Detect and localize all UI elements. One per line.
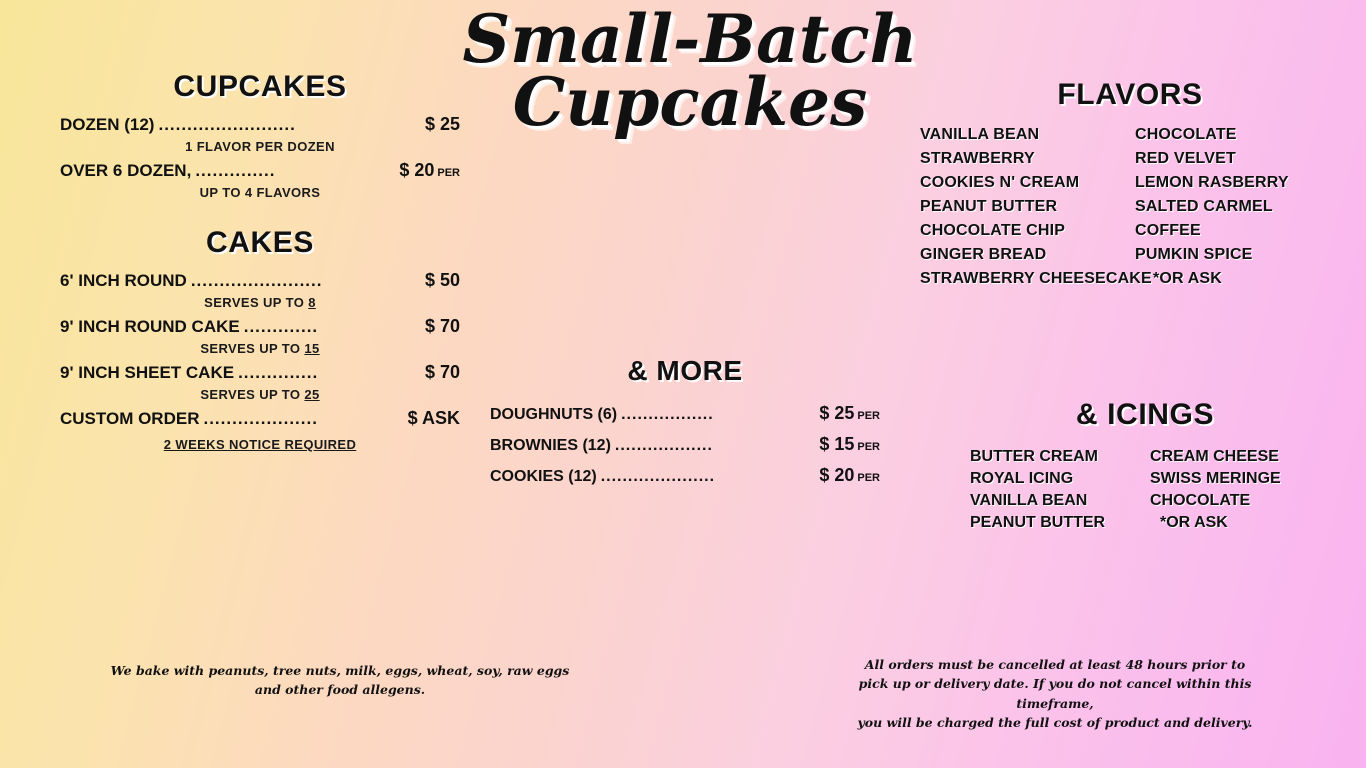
- item-name: CUSTOM ORDER: [60, 409, 200, 428]
- flavor-item: CHOCOLATE: [1135, 126, 1237, 143]
- item-price: $ 25: [819, 403, 855, 423]
- serves-count: 8: [308, 295, 316, 310]
- item-price: $ 15: [819, 434, 855, 454]
- flavor-item: CHOCOLATE CHIP: [920, 222, 1066, 239]
- allergen-line-2: and other food allegens.: [254, 681, 426, 697]
- cakes-note-3: [60, 437, 460, 452]
- leader-dots: ..................: [614, 437, 713, 454]
- more-row-cookies: [490, 465, 880, 486]
- item-name: OVER 6 DOZEN,: [60, 161, 192, 180]
- item-price: $ 20: [819, 465, 855, 485]
- serves-label: SERVES UP TO: [200, 387, 305, 402]
- icing-item: CHOCOLATE: [1150, 492, 1251, 509]
- icing-item: CREAM CHEESE: [1150, 448, 1279, 465]
- cakes-row-9-inch-round: [60, 316, 460, 337]
- more-heading: & MORE: [627, 355, 743, 386]
- flavor-item: COOKIES N' CREAM: [920, 174, 1080, 191]
- item-name: 6' INCH ROUND: [60, 271, 187, 290]
- icing-item: BUTTER CREAM: [970, 448, 1098, 465]
- item-name: 9' INCH ROUND CAKE: [60, 317, 240, 336]
- leader-dots: ..............: [195, 161, 276, 180]
- flavor-item: PEANUT BUTTER: [920, 198, 1058, 215]
- flavor-item-or-ask: *OR ASK: [1153, 270, 1222, 287]
- cancellation-policy: [830, 655, 1280, 733]
- item-price: $ 50: [424, 270, 460, 290]
- serves-count: 15: [304, 341, 320, 356]
- icings-heading: & ICINGS: [1075, 398, 1215, 431]
- more-section: [490, 355, 880, 486]
- flavor-item: LEMON RASBERRY: [1135, 174, 1289, 191]
- cupcakes-heading: CUPCAKES: [173, 70, 347, 103]
- item-price: $ 25: [424, 114, 460, 134]
- flavor-item: VANILLA BEAN: [920, 126, 1040, 143]
- page-title: [430, 0, 950, 141]
- flavor-item: STRAWBERRY: [920, 150, 1035, 167]
- leader-dots: .......................: [190, 271, 323, 290]
- title-line-1: Small-Batch: [462, 0, 918, 78]
- flavors-section: [920, 78, 1340, 288]
- cupcakes-row-dozen: [60, 114, 460, 135]
- serves-count: 25: [304, 387, 320, 402]
- cakes-note-0: [60, 295, 460, 310]
- flavor-item: GINGER BREAD: [920, 246, 1047, 263]
- flavors-list: [920, 126, 1340, 288]
- leader-dots: .....................: [600, 468, 716, 485]
- item-price: $ 70: [424, 362, 460, 382]
- cakes-row-custom-order: [60, 408, 460, 429]
- cakes-row-9-inch-sheet: [60, 362, 460, 383]
- notice-requirement: 2 WEEKS NOTICE REQUIRED: [163, 437, 357, 452]
- more-row-brownies: [490, 434, 880, 455]
- flavors-heading: FLAVORS: [1057, 78, 1203, 111]
- cakes-row-6-inch-round: [60, 270, 460, 291]
- cupcakes-row-over-six-dozen: [60, 160, 460, 181]
- item-name: BROWNIES (12): [490, 437, 611, 454]
- serves-label: SERVES UP TO: [200, 341, 305, 356]
- item-price-unit: PER: [857, 410, 880, 422]
- cakes-note-1: [60, 341, 460, 356]
- item-name: COOKIES (12): [490, 468, 597, 485]
- flavor-item: SALTED CARMEL: [1135, 198, 1273, 215]
- flavor-item: RED VELVET: [1135, 150, 1236, 167]
- flavor-item: COFFEE: [1135, 222, 1201, 239]
- item-price-unit: PER: [857, 441, 880, 453]
- allergen-disclaimer: [90, 662, 590, 700]
- item-price: $ ASK: [407, 408, 460, 428]
- leader-dots: ..............: [238, 363, 319, 382]
- allergen-line-1: We bake with peanuts, tree nuts, milk, eggs, wheat, soy, raw eggs: [110, 663, 570, 678]
- leader-dots: .............: [243, 317, 319, 336]
- item-price-unit: PER: [857, 472, 880, 484]
- item-name: DOUGHNUTS (6): [490, 406, 618, 423]
- serves-label: SERVES UP TO: [204, 295, 309, 310]
- icing-item: PEANUT BUTTER: [970, 514, 1106, 531]
- icing-item-or-ask: *OR ASK: [1160, 514, 1228, 531]
- cakes-heading: CAKES: [205, 226, 314, 259]
- policy-line-1: All orders must be cancelled at least 48 hours prior to: [864, 657, 1246, 672]
- icing-item: ROYAL ICING: [970, 470, 1074, 487]
- flavor-item: PUMKIN SPICE: [1135, 246, 1253, 263]
- item-name: DOZEN (12): [60, 115, 155, 134]
- more-row-doughnuts: [490, 403, 880, 424]
- item-price: $ 70: [424, 316, 460, 336]
- item-price-unit: PER: [437, 167, 460, 179]
- flavor-item: STRAWBERRY CHEESECAKE: [920, 270, 1152, 287]
- icings-section: [945, 398, 1345, 532]
- cakes-note-2: [60, 387, 460, 402]
- left-column: [60, 70, 460, 454]
- title-line-2: Cupcakes: [512, 62, 868, 141]
- policy-line-3: you will be charged the full cost of product and delivery.: [857, 715, 1253, 731]
- policy-line-2: pick up or delivery date. If you do not cancel within this timeframe,: [858, 676, 1252, 711]
- cupcakes-note-2: UP TO 4 FLAVORS: [199, 185, 321, 200]
- item-price: $ 20: [399, 160, 435, 180]
- leader-dots: ....................: [203, 409, 318, 428]
- icings-list: [970, 448, 1345, 532]
- leader-dots: .................: [621, 406, 714, 423]
- item-name: 9' INCH SHEET CAKE: [60, 363, 235, 382]
- icing-item: VANILLA BEAN: [970, 492, 1088, 509]
- icing-item: SWISS MERINGE: [1150, 470, 1281, 487]
- leader-dots: ........................: [158, 115, 296, 134]
- cupcakes-note-1: 1 FLAVOR PER DOZEN: [185, 139, 335, 154]
